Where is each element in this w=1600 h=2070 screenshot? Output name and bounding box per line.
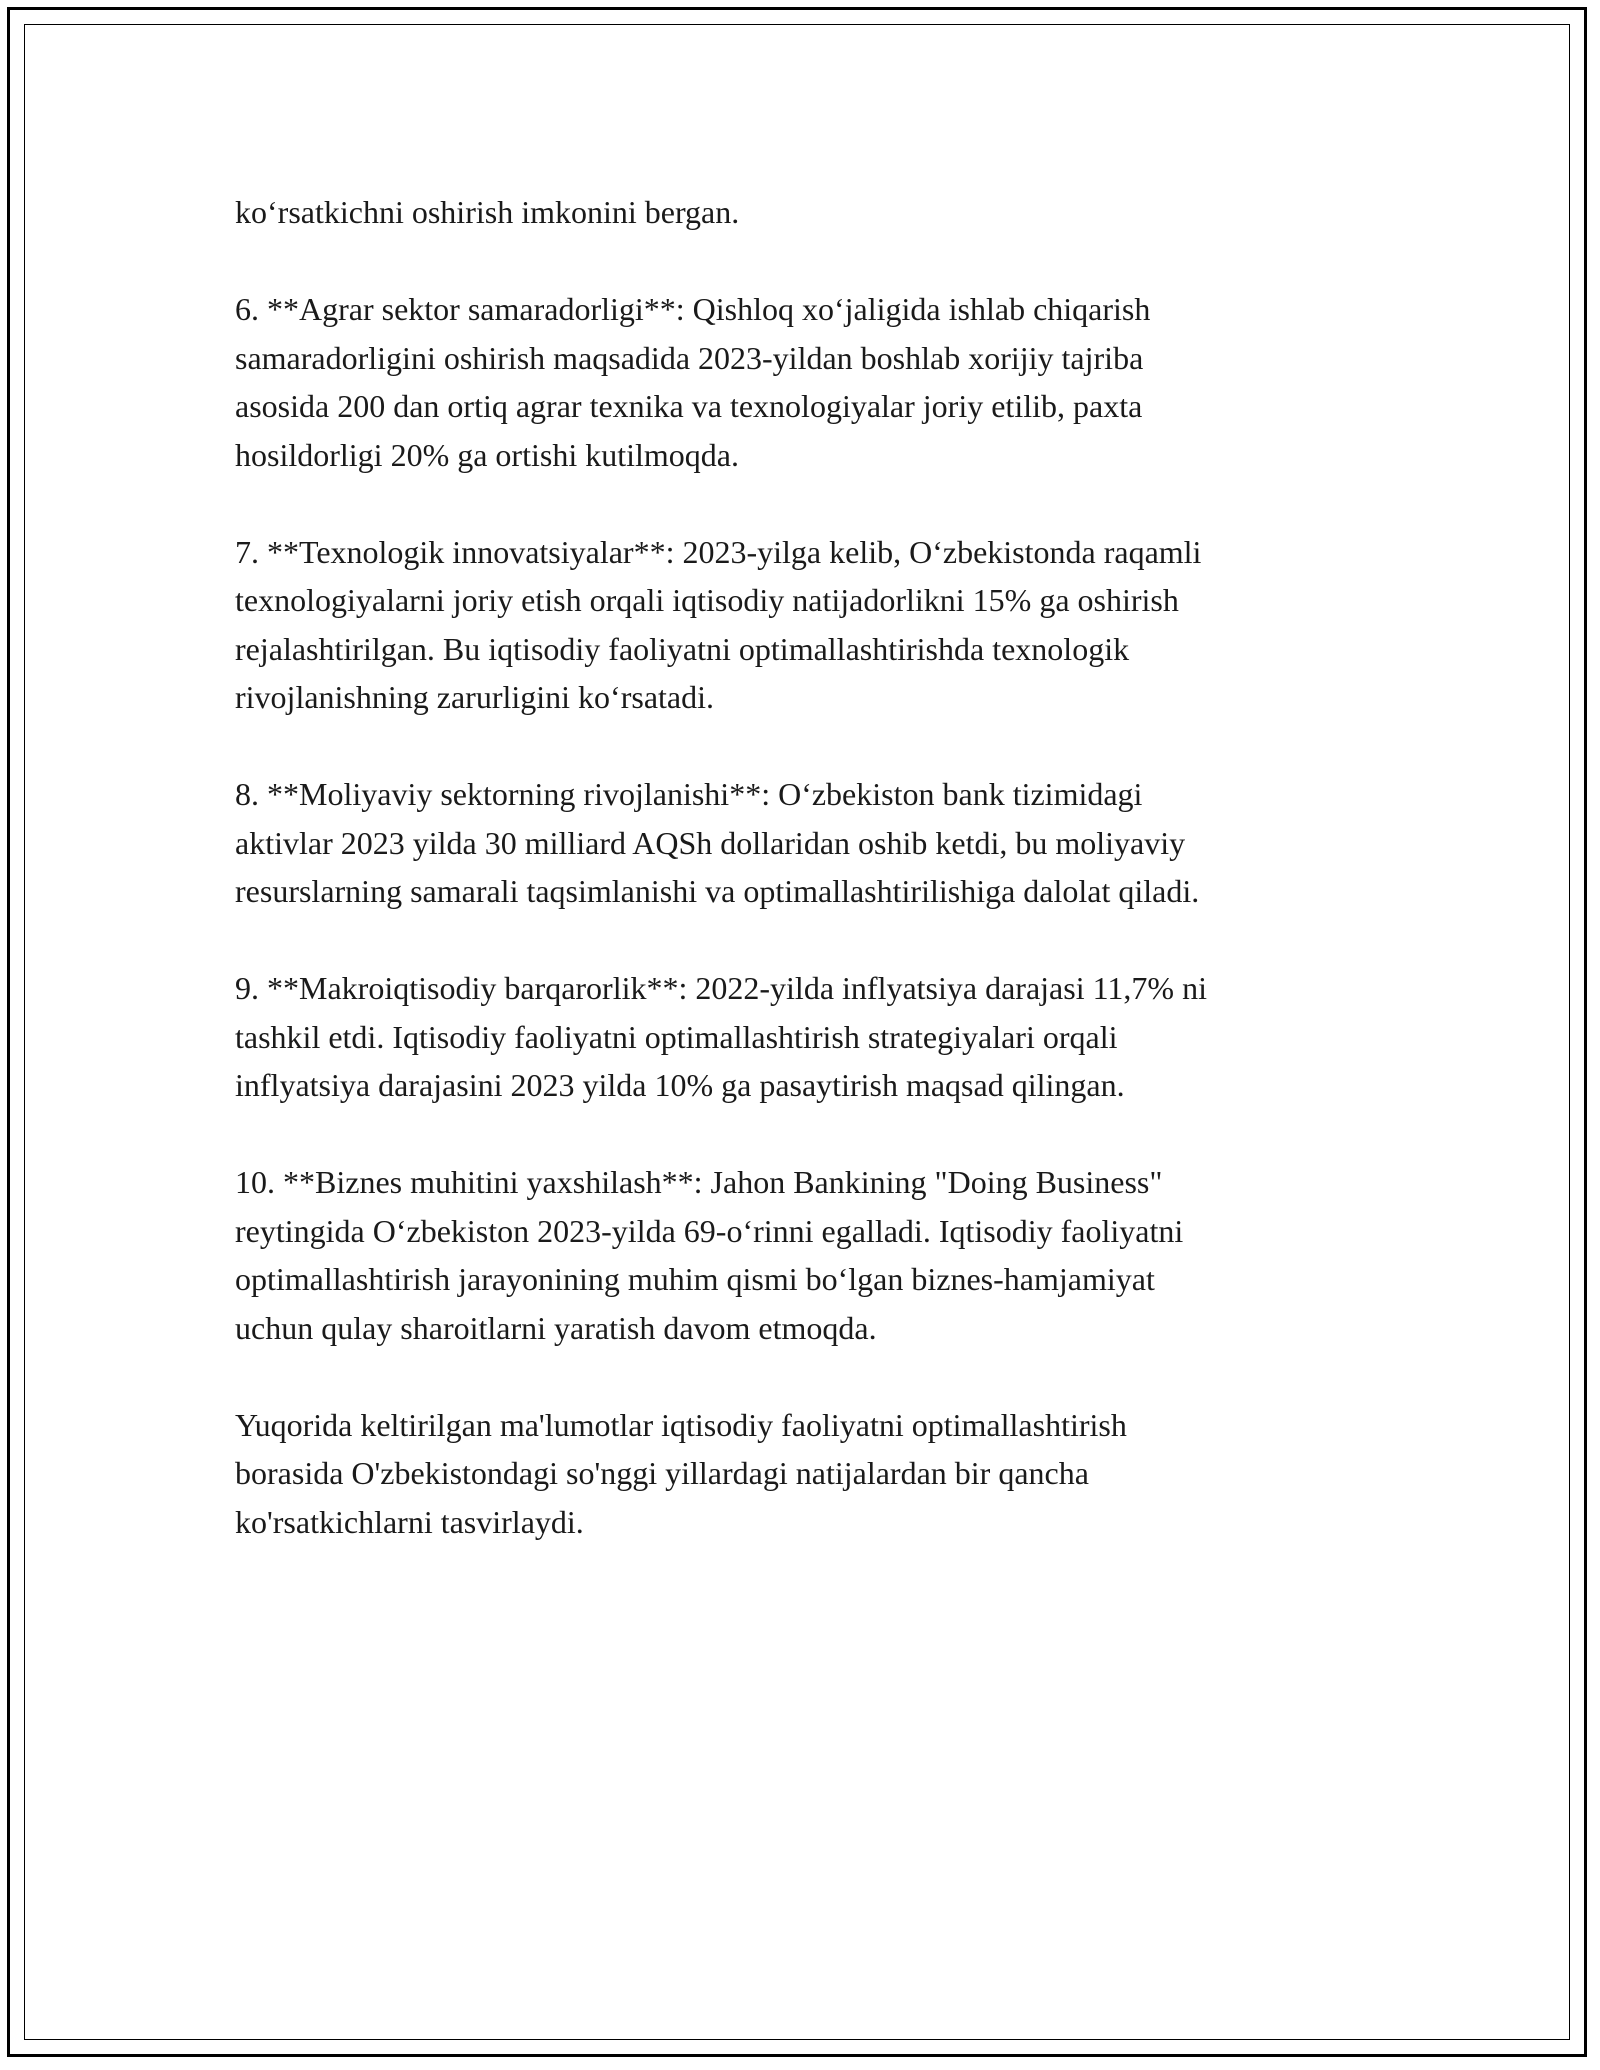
text-line: tashkil etdi. Iqtisodiy faoliyatni optimallashtirish strategiyalari orqali [235, 1018, 1118, 1055]
text-line: asosida 200 dan ortiq agrar texnika va texnologiyalar joriy etilib, paxta [235, 388, 1143, 424]
paragraph-continuation [235, 188, 1365, 237]
document-body [235, 188, 1365, 1595]
paragraph-item-7 [235, 528, 1365, 722]
text-line: resurslarning samarali taqsimlanishi va optimallashtirilishiga dalolat qiladi. [235, 873, 1200, 909]
paragraph-item-8 [235, 770, 1365, 916]
text-line: Yuqorida keltirilgan ma'lumotlar iqtisodiy faoliyatni optimallashtirish [235, 1406, 1127, 1443]
text-line: texnologiyalarni joriy etish orqali iqtisodiy natijadorlikni 15% ga oshirish [235, 582, 1179, 618]
text-line: uchun qulay sharoitlarni yaratish davom etmoqda. [235, 1309, 877, 1346]
text-line: samaradorligini oshirish maqsadida 2023-yildan boshlab xorijiy tajriba [235, 339, 1144, 376]
text-line: reytingida O‘zbekiston 2023-yilda 69-o‘rinni egalladi. Iqtisodiy faoliyatni [235, 1212, 1184, 1249]
paragraph-item-6 [235, 285, 1365, 479]
text-line: rivojlanishning zarurligini ko‘rsatadi. [235, 679, 714, 715]
text-line: inflyatsiya darajasini 2023 yilda 10% ga pasaytirish maqsad qilingan. [235, 1067, 1125, 1103]
text-line: hosildorligi 20% ga ortishi kutilmoqda. [235, 436, 739, 473]
paragraph-item-9 [235, 964, 1365, 1110]
text-line: aktivlar 2023 yilda 30 milliard AQSh dollaridan oshib ketdi, bu moliyaviy [235, 824, 1186, 861]
text-line: rejalashtirilgan. Bu iqtisodiy faoliyatni optimallashtirishda texnologik [235, 630, 1130, 667]
text-line: 6. **Agrar sektor samaradorligi**: Qishloq xo‘jaligida ishlab chiqarish [235, 291, 1151, 327]
text-line: ko'rsatkichlarni tasvirlaydi. [235, 1503, 584, 1540]
text-line: ko‘rsatkichni oshirish imkonini bergan. [235, 194, 740, 230]
text-line: 10. **Biznes muhitini yaxshilash**: Jahon Bankining "Doing Business" [235, 1164, 1163, 1200]
text-line: 7. **Texnologik innovatsiyalar**: 2023-yilga kelib, O‘zbekistonda raqamli [235, 533, 1202, 570]
text-line: optimallashtirish jarayonining muhim qismi bo‘lgan biznes-hamjamiyat [235, 1261, 1155, 1297]
text-line: 9. **Makroiqtisodiy barqarorlik**: 2022-yilda inflyatsiya darajasi 11,7% ni [235, 970, 1207, 1006]
paragraph-conclusion [235, 1401, 1365, 1547]
text-line: borasida O'zbekistondagi so'nggi yillardagi natijalardan bir qancha [235, 1455, 1089, 1491]
paragraph-item-10 [235, 1158, 1365, 1352]
text-line: 8. **Moliyaviy sektorning rivojlanishi**: O‘zbekiston bank tizimidagi [235, 776, 1143, 812]
